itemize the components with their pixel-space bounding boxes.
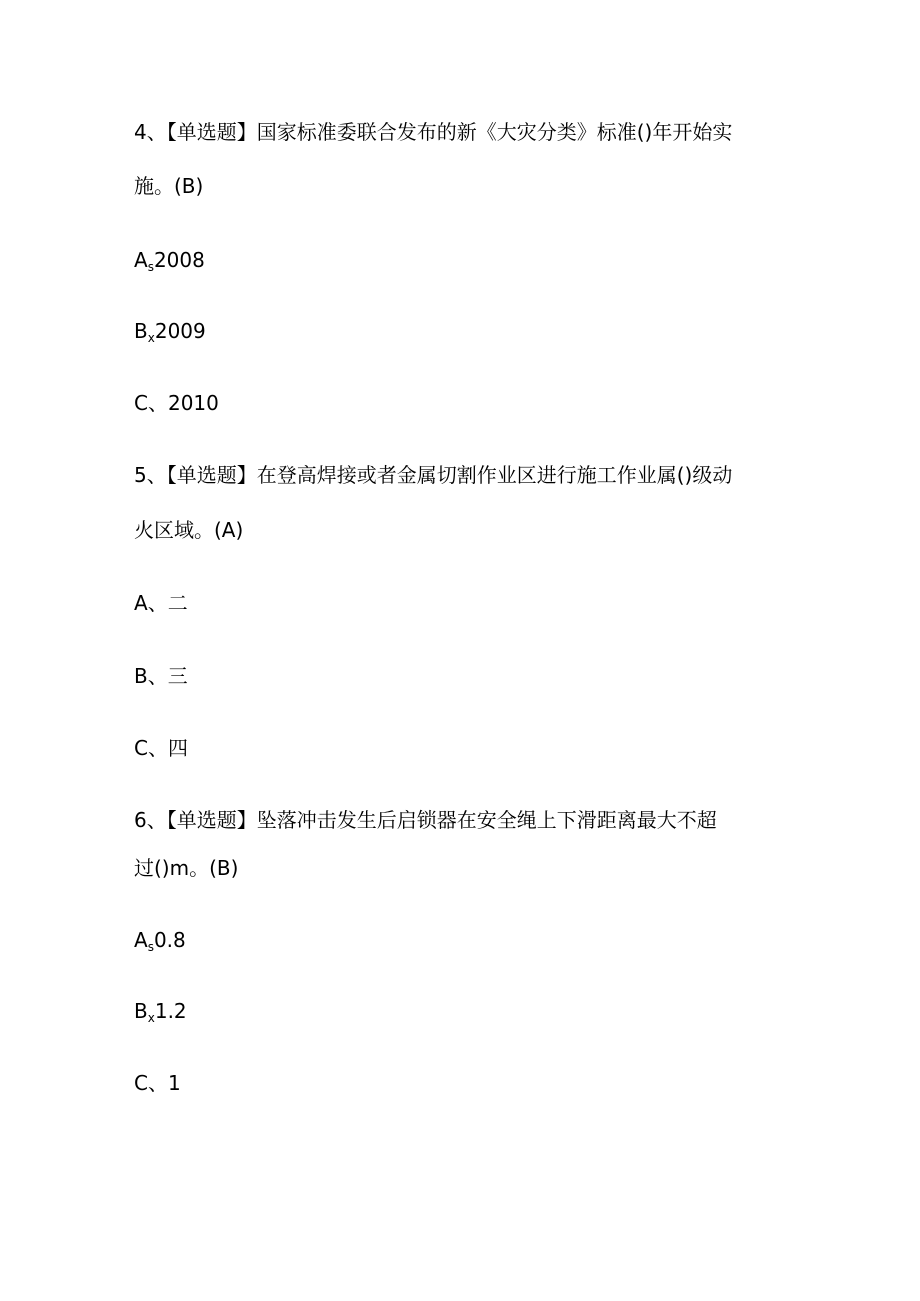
question-text: 坠落冲击发生后启锁器在安全绳上下滑距离最大不超 — [256, 808, 717, 832]
question-5-line2 — [134, 518, 243, 542]
question-6-option-b — [134, 999, 187, 1030]
option-letter: C — [134, 391, 148, 415]
question-number: 6、 — [134, 808, 167, 832]
option-value: 2008 — [153, 248, 205, 272]
option-value: 2009 — [154, 319, 206, 343]
question-text-continued: 施。(B) — [134, 174, 204, 198]
question-5-line1 — [134, 463, 732, 487]
option-separator: 、 — [147, 391, 168, 415]
option-letter: C — [134, 736, 148, 760]
option-separator: 、 — [147, 736, 168, 760]
question-4-option-a — [134, 248, 205, 279]
option-value: 三 — [167, 664, 188, 688]
question-type: 【单选题】 — [166, 808, 257, 832]
question-4-option-b — [134, 319, 206, 350]
question-text-continued: 火区域。(A) — [134, 518, 244, 542]
question-text-continued: 过()m。(B) — [134, 856, 239, 880]
question-6-line1 — [134, 808, 717, 832]
option-value: 2010 — [167, 391, 219, 415]
option-letter: B — [134, 999, 148, 1023]
option-letter: A — [134, 928, 148, 952]
option-letter: B — [134, 319, 148, 343]
option-letter: B — [134, 664, 148, 688]
option-letter: C — [134, 1071, 148, 1095]
option-separator: 、 — [147, 664, 168, 688]
option-separator: 、 — [147, 1071, 168, 1095]
question-text: 在登高焊接或者金属切割作业区进行施工作业属()级动 — [256, 463, 733, 487]
option-separator: s — [147, 940, 154, 954]
option-value: 四 — [167, 736, 188, 760]
question-type: 【单选题】 — [166, 120, 257, 144]
question-6-option-c — [134, 1071, 181, 1095]
question-6-option-a — [134, 928, 186, 959]
question-5-option-c — [134, 736, 188, 760]
option-letter: A — [134, 248, 148, 272]
question-4-line2 — [134, 174, 203, 198]
question-number: 4、 — [134, 120, 167, 144]
question-type: 【单选题】 — [166, 463, 257, 487]
question-4-option-c — [134, 391, 219, 415]
question-number: 5、 — [134, 463, 167, 487]
question-5-option-a — [134, 591, 188, 615]
question-4-line1 — [134, 120, 732, 144]
option-separator: s — [147, 260, 154, 274]
option-separator: x — [147, 1011, 155, 1025]
option-value: 二 — [167, 591, 188, 615]
option-value: 1 — [167, 1071, 181, 1095]
question-5-option-b — [134, 664, 188, 688]
option-value: 1.2 — [154, 999, 187, 1023]
option-separator: 、 — [147, 591, 168, 615]
option-value: 0.8 — [153, 928, 186, 952]
option-separator: x — [147, 331, 155, 345]
question-6-line2 — [134, 856, 238, 880]
option-letter: A — [134, 591, 148, 615]
question-text: 国家标准委联合发布的新《大灾分类》标准()年开始实 — [256, 120, 733, 144]
